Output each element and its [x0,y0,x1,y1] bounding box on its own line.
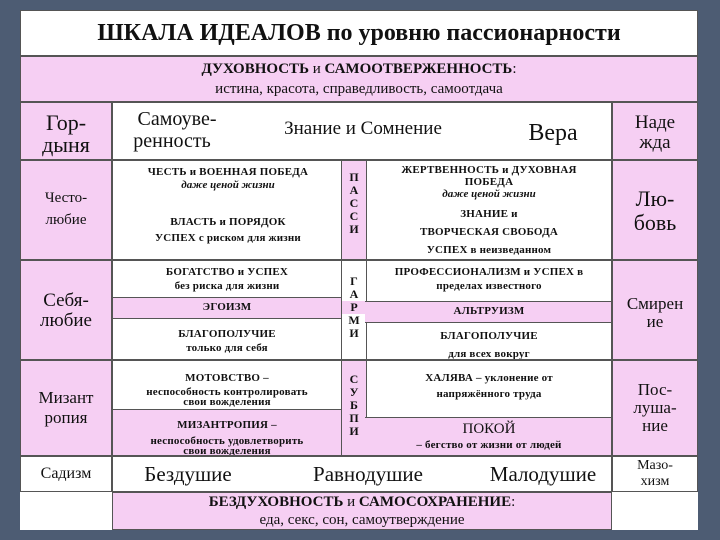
right-humility [612,260,698,360]
left-selflove-l2: любие [40,310,92,331]
top-banner-spirituality: ДУХОВНОСТЬ [201,61,309,77]
harmony-letter-1: Г [350,274,358,288]
bottom-banner-selfpreservation: САМОСОХРАНЕНИЕ [358,494,512,510]
left-selflove [20,260,112,360]
wellbeing-self-note: только для себя [186,342,268,354]
bottom-banner-line1 [113,495,611,511]
top-banner [20,56,698,102]
right-obedience-l3: ние [642,416,668,435]
bottom-row [112,456,612,492]
left-ambition-l2: любие [45,212,87,228]
egoism-bar [113,297,341,319]
subpassion-block [112,360,612,456]
right-masochism-l2: хизм [640,474,670,489]
misanthropy-note: неспособность удовлетворить [150,435,304,447]
left-misanthropy-l2: ропия [44,408,88,427]
egoism: ЭГОИЗМ [202,301,252,313]
bottom-banner-and: и [347,494,356,510]
sacrifice-victory: ЖЕРТВЕННОСТЬ и ДУХОВНАЯ [401,164,577,176]
right-hope [612,102,698,160]
header-confidence-l2: ренность [133,130,211,152]
header-knowledge-doubt: Знание и Сомнение [284,118,442,139]
altruism: АЛЬТРУИЗМ [453,305,525,317]
right-obedience [612,360,698,456]
left-pride-l1: Гор- [45,110,87,135]
bottom-banner-colon: : [511,494,516,510]
passion-letter-4: С [349,209,359,223]
extravagance-note-2: свои вожделения [183,396,271,408]
header-faith: Вера [528,120,578,146]
knowledge-freedom-note: УСПЕХ в неизведанном [426,244,552,256]
right-obedience-l1: Пос- [637,380,673,399]
harmony-letter-2: А [349,287,359,301]
power-order-note: УСПЕХ с риском для жизни [155,232,301,244]
professionalism-note: пределах известного [436,280,542,292]
passion-letter-2: А [349,183,359,197]
harmony-letter-3: Р [342,301,366,314]
freeloading: ХАЛЯВА – уклонение от [425,372,553,384]
rest: ПОКОЙ [462,421,516,437]
soullessness: Бездушие [144,462,232,486]
passion-block [112,160,612,260]
wealth-success: БОГАТСТВО и УСПЕХ [165,266,289,278]
passion-letter-3: С [349,196,359,210]
left-sadism-label: Садизм [40,465,92,482]
extravagance-note: неспособность контролировать [146,386,308,398]
cowardice: Малодушие [489,462,597,486]
diagram-frame [20,10,698,530]
wellbeing-all: БЛАГОПОЛУЧИЕ [440,330,538,342]
subpassion-letter-4: П [349,411,359,425]
right-obedience-l2: лушa- [633,398,677,417]
right-hope-l2: жда [639,132,671,153]
bottom-banner-unspirituality: БЕЗДУХОВНОСТЬ [208,494,344,510]
bottom-banner [112,492,612,530]
right-love-l1: Лю- [635,186,675,211]
honor-victory: ЧЕСТЬ и ВОЕННАЯ ПОБЕДА [147,166,309,178]
honor-victory-note: даже ценой жизни [181,179,275,191]
right-hope-l1: Наде [634,112,676,133]
subpassion-vertical [341,361,367,456]
sacrifice-victory-note: даже ценой жизни [442,188,536,200]
subpassion-letter-2: У [349,385,359,399]
harmony-vertical [341,261,367,360]
left-misanthropy [20,360,112,456]
knowledge-freedom-l2: ТВОРЧЕСКАЯ СВОБОДА [419,226,559,238]
right-humility-l1: Смирен [626,294,684,313]
freeloading-note: напряжённого труда [436,388,542,400]
header-confidence-l1: Самоуве- [137,108,217,130]
altruism-bar [365,301,612,323]
passion-letter-1: П [349,170,359,184]
rest-bar [365,417,612,456]
right-masochism [612,456,698,492]
power-order: ВЛАСТЬ и ПОРЯДОК [170,216,286,228]
left-ambition-l1: Често- [44,190,88,206]
left-misanthropy-l1: Мизант [38,388,94,407]
rest-note: – бегство от жизни от людей [416,439,562,451]
sacrifice-victory-l2: ПОБЕДА [464,176,514,188]
extravagance: МОТОВСТВО – [185,372,269,384]
subpassion-letter-1: С [349,372,359,386]
professionalism: ПРОФЕССИОНАЛИЗМ и УСПЕХ в [394,266,584,278]
knowledge-freedom: ЗНАНИЕ и [460,208,518,220]
wellbeing-all-note: для всех вокруг [448,348,530,360]
title-box [20,10,698,56]
wealth-success-note: без риска для жизни [174,280,280,292]
left-sadism [20,456,112,492]
left-pride [20,102,112,160]
bottom-banner-line2: еда, секс, сон, самоутверждение [259,512,465,528]
harmony-letter-5: И [349,326,359,340]
title: ШКАЛА ИДЕАЛОВ по уровню пассионарности [97,20,621,46]
left-selflove-l1: Себя- [43,290,89,311]
indifference: Равнодушие [313,462,423,486]
right-masochism-l1: Мазо- [637,458,673,473]
subpassion-letter-3: Б [350,398,358,412]
top-banner-line2: истина, красота, справедливость, самоотдача [215,81,503,97]
header-row [112,102,612,160]
right-love [612,160,698,260]
left-ambition [20,160,112,260]
passion-letter-5: И [349,222,359,236]
top-banner-selflessness: САМООТВЕРЖЕННОСТЬ [324,61,513,77]
harmony-letter-4: М [348,313,360,327]
misanthropy-bar [113,409,341,456]
top-banner-colon: : [512,61,517,77]
left-pride-l2: дыня [42,132,90,157]
top-banner-and: и [312,61,321,77]
subpassion-letter-5: И [349,424,359,438]
misanthropy-note-2: свои вожделения [183,445,271,456]
wellbeing-self: БЛАГОПОЛУЧИЕ [178,328,276,340]
passion-vertical [341,161,367,260]
misanthropy: МИЗАНТРОПИЯ – [177,419,277,431]
top-banner-line1 [21,62,697,78]
right-humility-l2: ие [646,312,664,331]
right-love-l2: бовь [633,210,677,235]
harmony-block [112,260,612,360]
